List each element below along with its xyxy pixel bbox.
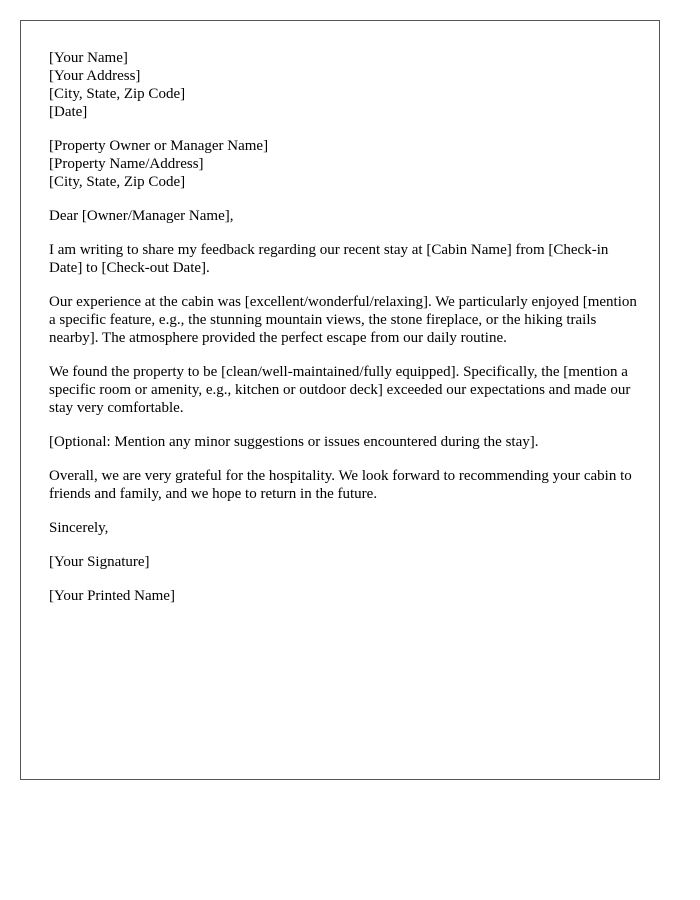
paragraph-experience: Our experience at the cabin was [excellent/wonderful/relaxing]. We particularly enjoyed [mention a specific feature, e.g., the stunning mountain views, the stone fireplace, or the hiking trails nearby]. The atmosphere provided the perfect escape from our daily routine. xyxy=(49,294,637,346)
letter-body xyxy=(49,49,639,621)
sender-address: [Your Address] xyxy=(49,68,141,84)
paragraph-intro: I am writing to share my feedback regarding our recent stay at [Cabin Name] from [Check-in Date] to [Check-out Date]. xyxy=(49,242,609,276)
recipient-property: [Property Name/Address] xyxy=(49,156,204,172)
letter-page xyxy=(20,20,660,780)
letter-date: [Date] xyxy=(49,104,88,120)
paragraph-property: We found the property to be [clean/well-maintained/fully equipped]. Specifically, the [mention a specific room or amenity, e.g., kitchen or outdoor deck] exceeded our expectations and made our stay very comfortable. xyxy=(49,364,631,416)
salutation: Dear [Owner/Manager Name], xyxy=(49,208,234,224)
recipient-name: [Property Owner or Manager Name] xyxy=(49,138,269,154)
sender-block xyxy=(49,49,639,121)
signature: [Your Signature] xyxy=(49,554,150,570)
printed-name: [Your Printed Name] xyxy=(49,588,175,604)
paragraph-overall: Overall, we are very grateful for the hospitality. We look forward to recommending your cabin to friends and family, and we hope to return in the future. xyxy=(49,468,632,502)
recipient-city-state-zip: [City, State, Zip Code] xyxy=(49,174,186,190)
sender-name: [Your Name] xyxy=(49,50,128,66)
sender-city-state-zip: [City, State, Zip Code] xyxy=(49,86,186,102)
paragraph-optional: [Optional: Mention any minor suggestions or issues encountered during the stay]. xyxy=(49,434,539,450)
closing: Sincerely, xyxy=(49,520,109,536)
recipient-block xyxy=(49,137,639,191)
